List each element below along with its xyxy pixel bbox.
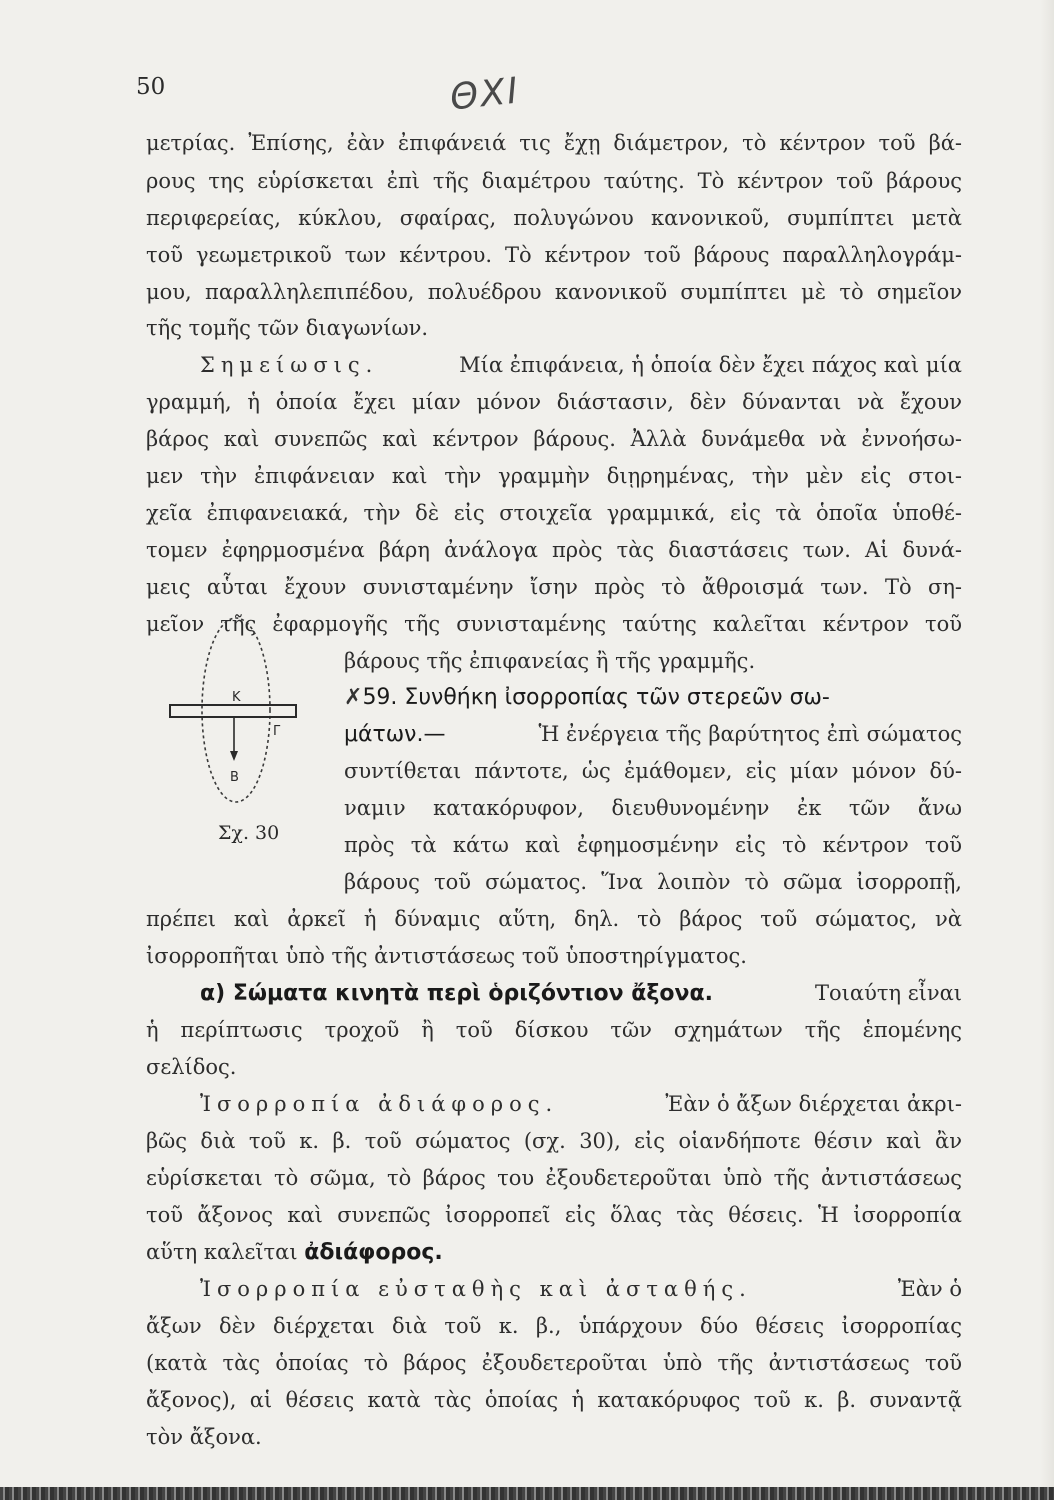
handwritten-annotation: ΘΧΙ [448, 70, 522, 119]
figure-caption: Σχ. 30 [218, 822, 280, 844]
indifferent-label: Ἰσορροπία ἀδιάφορος. [200, 1092, 559, 1116]
section-title-cont: μάτων.— [344, 722, 446, 747]
text-span: Μία ἐπιφάνεια, ἡ ὁποία δὲν ἔχει πάχος καὶ μία [459, 353, 962, 377]
text-line: σελίδος. [146, 1055, 237, 1079]
check-mark-icon: ✗ [344, 685, 363, 710]
text-line: βάρος καὶ συνεπῶς καὶ κέντρον βάρους. Ἀλλὰ δυνάμεθα νὰ ἐννοήσω- [146, 427, 962, 451]
text-line: εὑρίσκεται τὸ σῶμα, τὸ βάρος του ἐξουδετεροῦται ὑπὸ τῆς ἀντιστάσεως [146, 1166, 962, 1190]
text-line [146, 1242, 443, 1264]
text-line: τοῦ γεωμετρικοῦ των κέντρου. Τὸ κέντρον τοῦ βάρους παραλληλογράμ- [146, 243, 962, 267]
text-line: μεῖον τῆς ἐφαρμογῆς τῆς συνισταμένης ταύτης καλεῖται κέντρον τοῦ [146, 612, 962, 636]
label-b: Β [230, 770, 239, 785]
indifferent-first-line [200, 1094, 962, 1115]
section-title: 59. Συνθήκη ἰσορροπίας τῶν στερεῶν σω- [362, 685, 830, 710]
text-line: συντίθεται πάντοτε, ὡς ἐμάθομεν, εἰς μίαν μόνον δύ- [344, 759, 962, 783]
arrow-head-icon [230, 751, 238, 761]
text-line: (κατὰ τὰς ὁποίας τὸ βάρος ἐξουδετεροῦται ὑπὸ τῆς ἀντιστάσεως τοῦ [146, 1351, 962, 1375]
subsection-a-heading: α) Σώματα κινητὰ περὶ ὁριζόντιον ἄξονα. [200, 981, 713, 1006]
text-line: βάρους τοῦ σώματος. Ἵνα λοιπὸν τὸ σῶμα ἰσορροπῇ, [344, 870, 962, 894]
text-span: Ἡ ἐνέργεια τῆς βαρύτητος ἐπὶ σώματος [538, 722, 962, 746]
scan-border [0, 1487, 1054, 1500]
text-line: γραμμή, ἡ ὁποία ἔχει μίαν μόνον διάστασιν, δὲν δύνανται νὰ ἔχουν [146, 390, 962, 414]
text-line: ἄξονος), αἱ θέσεις κατὰ τὰς ὁποίας ἡ κατακόρυφος τοῦ κ. β. συναντᾷ [146, 1388, 962, 1412]
text-line: μεις αὗται ἔχουν συνισταμένην ἴσην πρὸς τὸ ἄθροισμά των. Τὸ ση- [146, 575, 962, 599]
bold-term: ἀδιάφορος. [304, 1240, 443, 1265]
text-line: μετρίας. Ἐπίσης, ἐὰν ἐπιφάνειά τις ἔχῃ διάμετρον, τὸ κέντρον τοῦ βά- [146, 131, 962, 155]
note-label: Σημείωσις. [200, 353, 379, 377]
stable-first-line [200, 1279, 962, 1300]
text-line: τὸν ἄξονα. [146, 1425, 262, 1449]
text-span: Ἐὰν ὁ [897, 1277, 962, 1301]
text-span: Τοιαύτη εἶναι [815, 981, 962, 1005]
text-line: ρους της εὑρίσκεται ἐπὶ τῆς διαμέτρου ταύτης. Τὸ κέντρον τοῦ βάρους [146, 169, 962, 193]
page-number: 50 [136, 74, 166, 100]
text-line: ναμιν κατακόρυφον, διευθυνομένην ἐκ τῶν ἄνω [344, 796, 962, 820]
label-k: Κ [232, 690, 241, 705]
text-line: ἰσορροπῆται ὑπὸ τῆς ἀντιστάσεως τοῦ ὑποστηρίγματος. [146, 944, 747, 968]
section-heading-59 [344, 687, 830, 709]
stable-label: Ἰσορροπία εὐσταθὴς καὶ ἀσταθής. [200, 1277, 752, 1301]
page-edge-shadow [1040, 0, 1054, 1500]
figure-30 [160, 615, 310, 815]
text-span: Ἐὰν ὁ ἄξων διέρχεται ἀκρι- [665, 1092, 962, 1116]
subsection-a-first-line [200, 983, 962, 1005]
text-line: πρέπει καὶ ἀρκεῖ ἡ δύναμις αὕτη, δηλ. τὸ βάρος τοῦ σώματος, νὰ [146, 907, 962, 931]
text-line: πρὸς τὰ κάτω καὶ ἐφημοσμένην εἰς τὸ κέντρον τοῦ [344, 833, 962, 857]
label-g: Γ [273, 724, 281, 739]
text-span: αὕτη καλεῖται [146, 1240, 305, 1264]
text-line: μου, παραλληλεπιπέδου, πολυέδρου κανονικοῦ συμπίπτει μὲ τὸ σημεῖον [146, 280, 962, 304]
text-line: ἡ περίπτωσις τροχοῦ ἢ τοῦ δίσκου τῶν σχημάτων τῆς ἑπομένης [146, 1018, 962, 1042]
text-line: μεν τὴν ἐπιφάνειαν καὶ τὴν γραμμὴν διῃρημένας, τὴν μὲν εἰς στοι- [146, 464, 962, 488]
note-first-line [200, 355, 962, 376]
text-line: τῆς τομῆς τῶν διαγωνίων. [146, 316, 429, 340]
text-line: τοῦ ἄξονος καὶ συνεπῶς ἰσορροπεῖ εἰς ὅλας τὰς θέσεις. Ἡ ἰσορροπία [146, 1203, 962, 1227]
text-line: ἄξων δὲν διέρχεται διὰ τοῦ κ. β., ὑπάρχουν δύο θέσεις ἰσορροπίας [146, 1314, 962, 1338]
text-line: βῶς διὰ τοῦ κ. β. τοῦ σώματος (σχ. 30), εἰς οἱανδήποτε θέσιν καὶ ἂν [146, 1129, 962, 1153]
axle-bar [170, 705, 296, 717]
text-line: τομεν ἐφηρμοσμένα βάρη ἀνάλογα πρὸς τὰς διαστάσεις των. Αἱ δυνά- [146, 538, 962, 562]
text-line: περιφερείας, κύκλου, σφαίρας, πολυγώνου κανονικοῦ, συμπίπτει μετὰ [146, 206, 962, 230]
section-first-line [344, 724, 962, 746]
text-line: βάρους τῆς ἐπιφανείας ἢ τῆς γραμμῆς. [344, 649, 756, 673]
text-line: χεῖα ἐπιφανειακά, τὴν δὲ εἰς στοιχεῖα γραμμικά, εἰς τὰ ὁποῖα ὑποθέ- [146, 501, 962, 525]
